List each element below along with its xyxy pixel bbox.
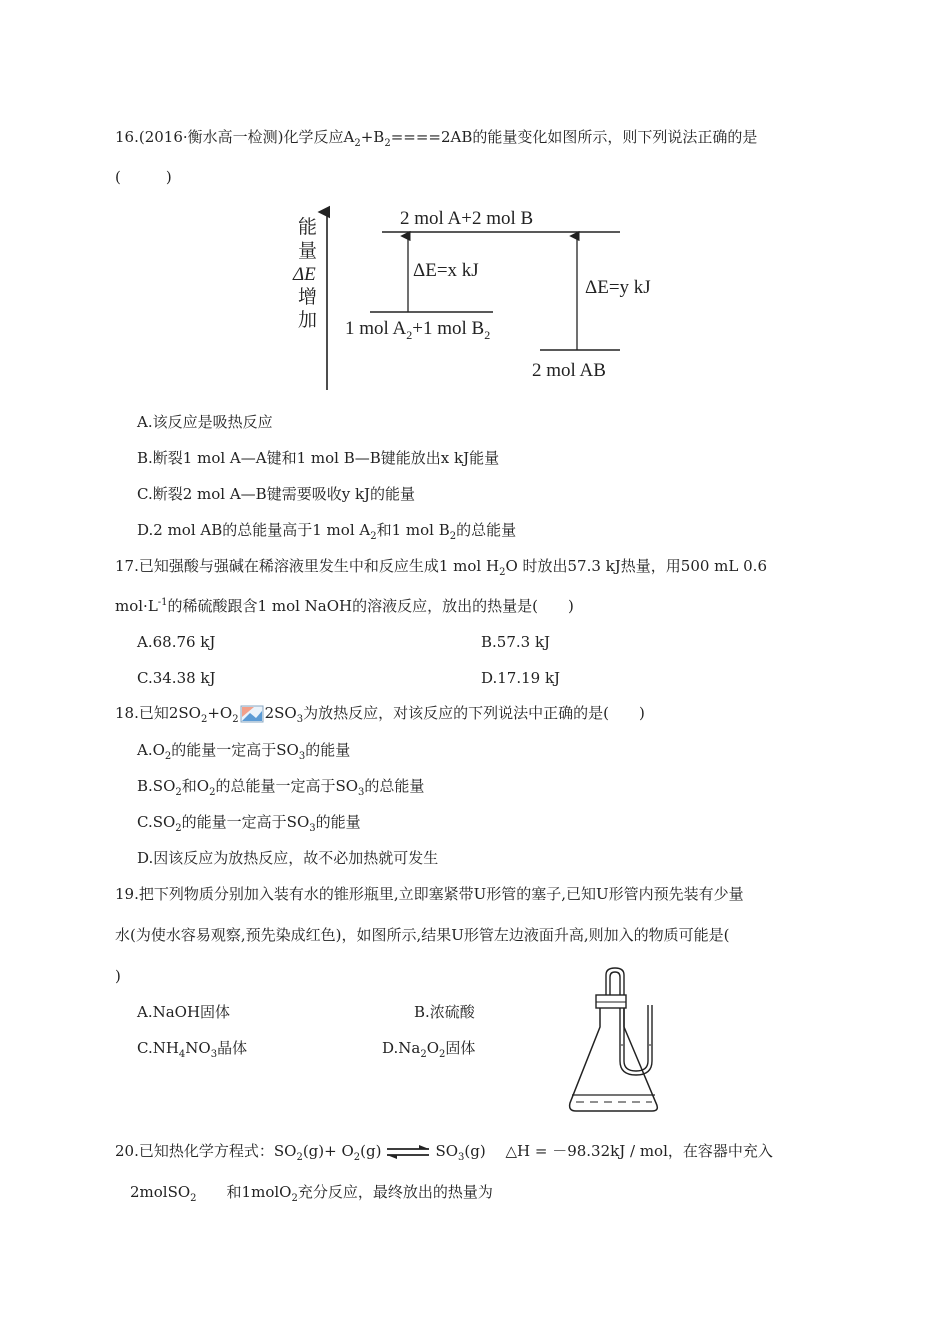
mid-level-label: 1 mol $A_2+1$ mol $B_2$ bbox=[345, 318, 491, 342]
dy-label: ΔE=y kJ bbox=[585, 277, 651, 298]
energy-level-diagram bbox=[290, 200, 680, 395]
q16-option-a: A.该反应是吸热反应 bbox=[137, 413, 273, 431]
q16-option-d: D.2 mol AB的总能量高于1 mol $A_2$和1 mol $B_2$的总能量 bbox=[137, 521, 517, 542]
q16-option-c: C.断裂2 mol A—B键需要吸收y kJ的能量 bbox=[137, 485, 416, 503]
q18-option-b: $B.SO_2$和$O_2$的总能量一定高于$SO_3$的总能量 bbox=[137, 777, 425, 798]
q20-stem-line1: 20.已知热化学方程式：$SO_2(g)+ O_2(g)$ $SO_3(g)$ △H = －98.32kJ / mol，在容器中充入 bbox=[115, 1142, 773, 1163]
q19-option-c: $C.NH_4NO_3$晶体 bbox=[137, 1039, 248, 1060]
q17-option-a: A.68.76 kJ bbox=[137, 633, 216, 651]
broken-image-icon bbox=[240, 705, 264, 723]
q19-stem-line3: ) bbox=[115, 967, 121, 985]
q19-option-a: A.NaOH固体 bbox=[137, 1003, 231, 1021]
axis-label-2: 量 bbox=[298, 241, 318, 262]
q18-option-a: $A.O_2$的能量一定高于$SO_3$的能量 bbox=[137, 741, 351, 762]
q17-option-d: D.17.19 kJ bbox=[481, 669, 561, 687]
top-level-label: 2 mol A+2 mol B bbox=[400, 208, 534, 229]
axis-label-3: ΔE bbox=[293, 264, 316, 285]
q16-stem: 16.(2016·衡水高一检测)化学反应$A_2+B_2====2AB$的能量变化如图所示，则下列说法正确的是 bbox=[115, 128, 758, 149]
q19-stem-line1: 19.把下列物质分别加入装有水的锥形瓶里,立即塞紧带U形管的塞子,已知U形管内预先装有少量 bbox=[115, 885, 744, 903]
q16-answer-paren: ( ) bbox=[115, 168, 172, 186]
low-level-label: 2 mol AB bbox=[532, 360, 606, 381]
q17-option-c: C.34.38 kJ bbox=[137, 669, 216, 687]
q17-stem-line1: 17.已知强酸与强碱在稀溶液里发生中和反应生成1 mol $H_2O$ 时放出57.3 kJ热量，用500 mL 0.6 bbox=[115, 557, 767, 578]
q18-option-d: D.因该反应为放热反应，故不必加热就可发生 bbox=[137, 849, 439, 867]
q19-option-d: $D.Na_2O_2$固体 bbox=[382, 1039, 476, 1060]
q18-option-c: $C.SO_2$的能量一定高于$SO_3$的能量 bbox=[137, 813, 361, 834]
axis-label-1: 能 bbox=[298, 217, 318, 238]
axis-label-4: 增 bbox=[298, 287, 318, 308]
q16-option-b: B.断裂1 mol A—A键和1 mol B—B键能放出x kJ能量 bbox=[137, 449, 500, 467]
q19-option-b: B.浓硫酸 bbox=[414, 1003, 475, 1021]
q18-stem: 18.已知$2SO_2+O_2$ $2SO_3$为放热反应，对该反应的下列说法中正确的是( ) bbox=[115, 704, 645, 725]
dx-label: ΔE=x kJ bbox=[413, 260, 479, 281]
q20-stem-line2: 2molSO$_2$ 和1molO$_2$充分反应，最终放出的热量为 bbox=[130, 1183, 493, 1204]
flask-u-tube-diagram bbox=[560, 965, 670, 1120]
q19-stem-line2: 水(为使水容易观察,预先染成红色)，如图所示,结果U形管左边液面升高,则加入的物质可能是( bbox=[115, 926, 730, 944]
axis-label-5: 加 bbox=[298, 310, 318, 331]
q17-option-b: B.57.3 kJ bbox=[481, 633, 551, 651]
u-tube bbox=[606, 968, 648, 1071]
equilibrium-arrows-icon bbox=[385, 1145, 431, 1159]
q17-stem-line2: $mol\cdot L^{-1}$的稀硫酸跟含1 mol NaOH的溶液反应，放出的热量是( ) bbox=[115, 597, 574, 615]
